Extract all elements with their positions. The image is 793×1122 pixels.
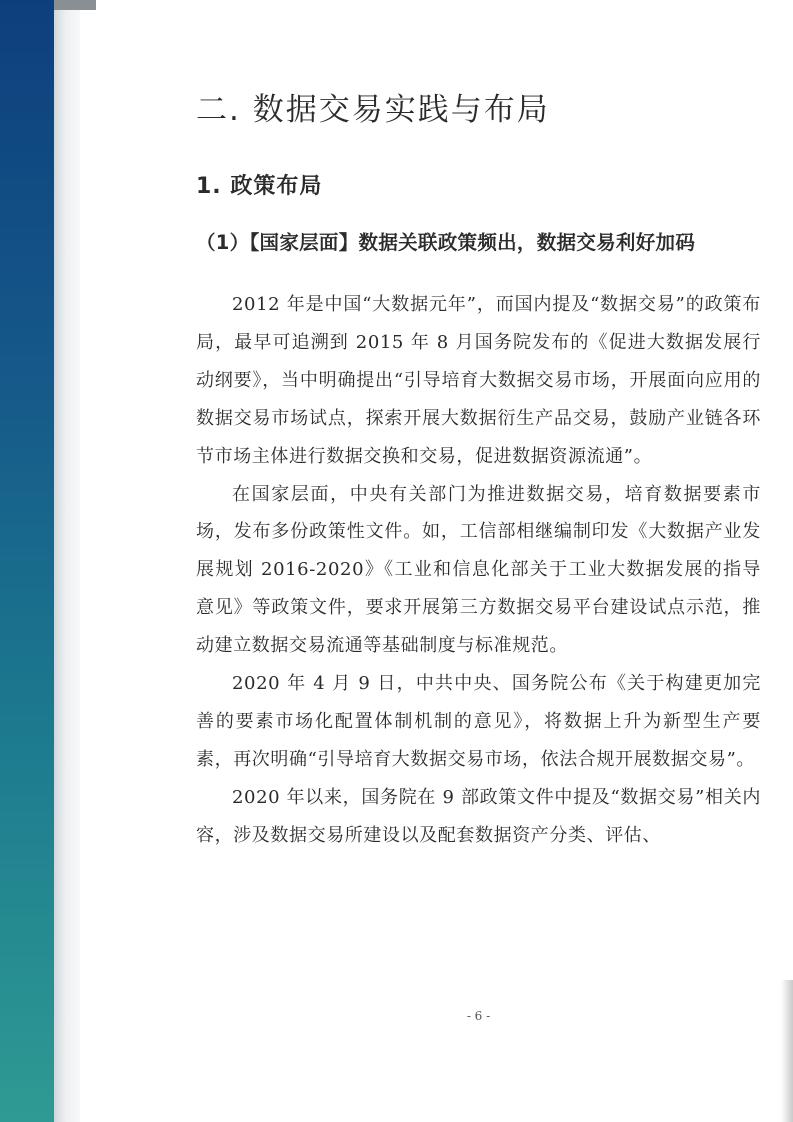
scan-page-edge: [54, 0, 80, 1122]
page-number: - 6 -: [466, 1009, 491, 1023]
scan-shadow: [54, 0, 96, 10]
scan-shadow-right: [781, 980, 793, 1122]
paragraph: 2012 年是中国“大数据元年”，而国内提及“数据交易”的政策布局，最早可追溯到 2015 年 8 月国务院发布的《促进大数据发展行动纲要》，当中明确提出“引导培育大数据交易市场，开展面向应用的数据交易市场试点，探索开展大数据衍生产品交易，鼓励产业链各环节市场主体进行数据交换和交易，促进数据资源流通”。: [196, 294, 761, 467]
paragraph: 2020 年 4 月 9 日，中共中央、国务院公布《关于构建更加完善的要素市场化配置体制机制的意见》，将数据上升为新型生产要素，再次明确“引导培育大数据交易市场，依法合规开展数据交易”。: [196, 673, 761, 770]
scan-binding-strip: [0, 0, 54, 1122]
section-heading: 1. 政策布局: [196, 174, 323, 199]
subsection-heading: （1）【国家层面】数据关联政策频出，数据交易利好加码: [196, 231, 696, 254]
chapter-heading: 二. 数据交易实践与布局: [196, 92, 550, 128]
paragraph: 2020 年以来，国务院在 9 部政策文件中提及“数据交易”相关内容，涉及数据交易所建设以及配套数据资产分类、评估、: [196, 786, 761, 846]
paragraph: 在国家层面，中央有关部门为推进数据交易，培育数据要素市场，发布多份政策性文件。如，工信部相继编制印发《大数据产业发展规划 2016-2020》《工业和信息化部关于工业大数据发展的指导意见》等政策文件，要求开展第三方数据交易平台建设试点示范，推动建立数据交易流通等基础制度与标准规范。: [196, 483, 761, 657]
body-text: [196, 286, 761, 855]
document-page: [196, 0, 761, 1122]
